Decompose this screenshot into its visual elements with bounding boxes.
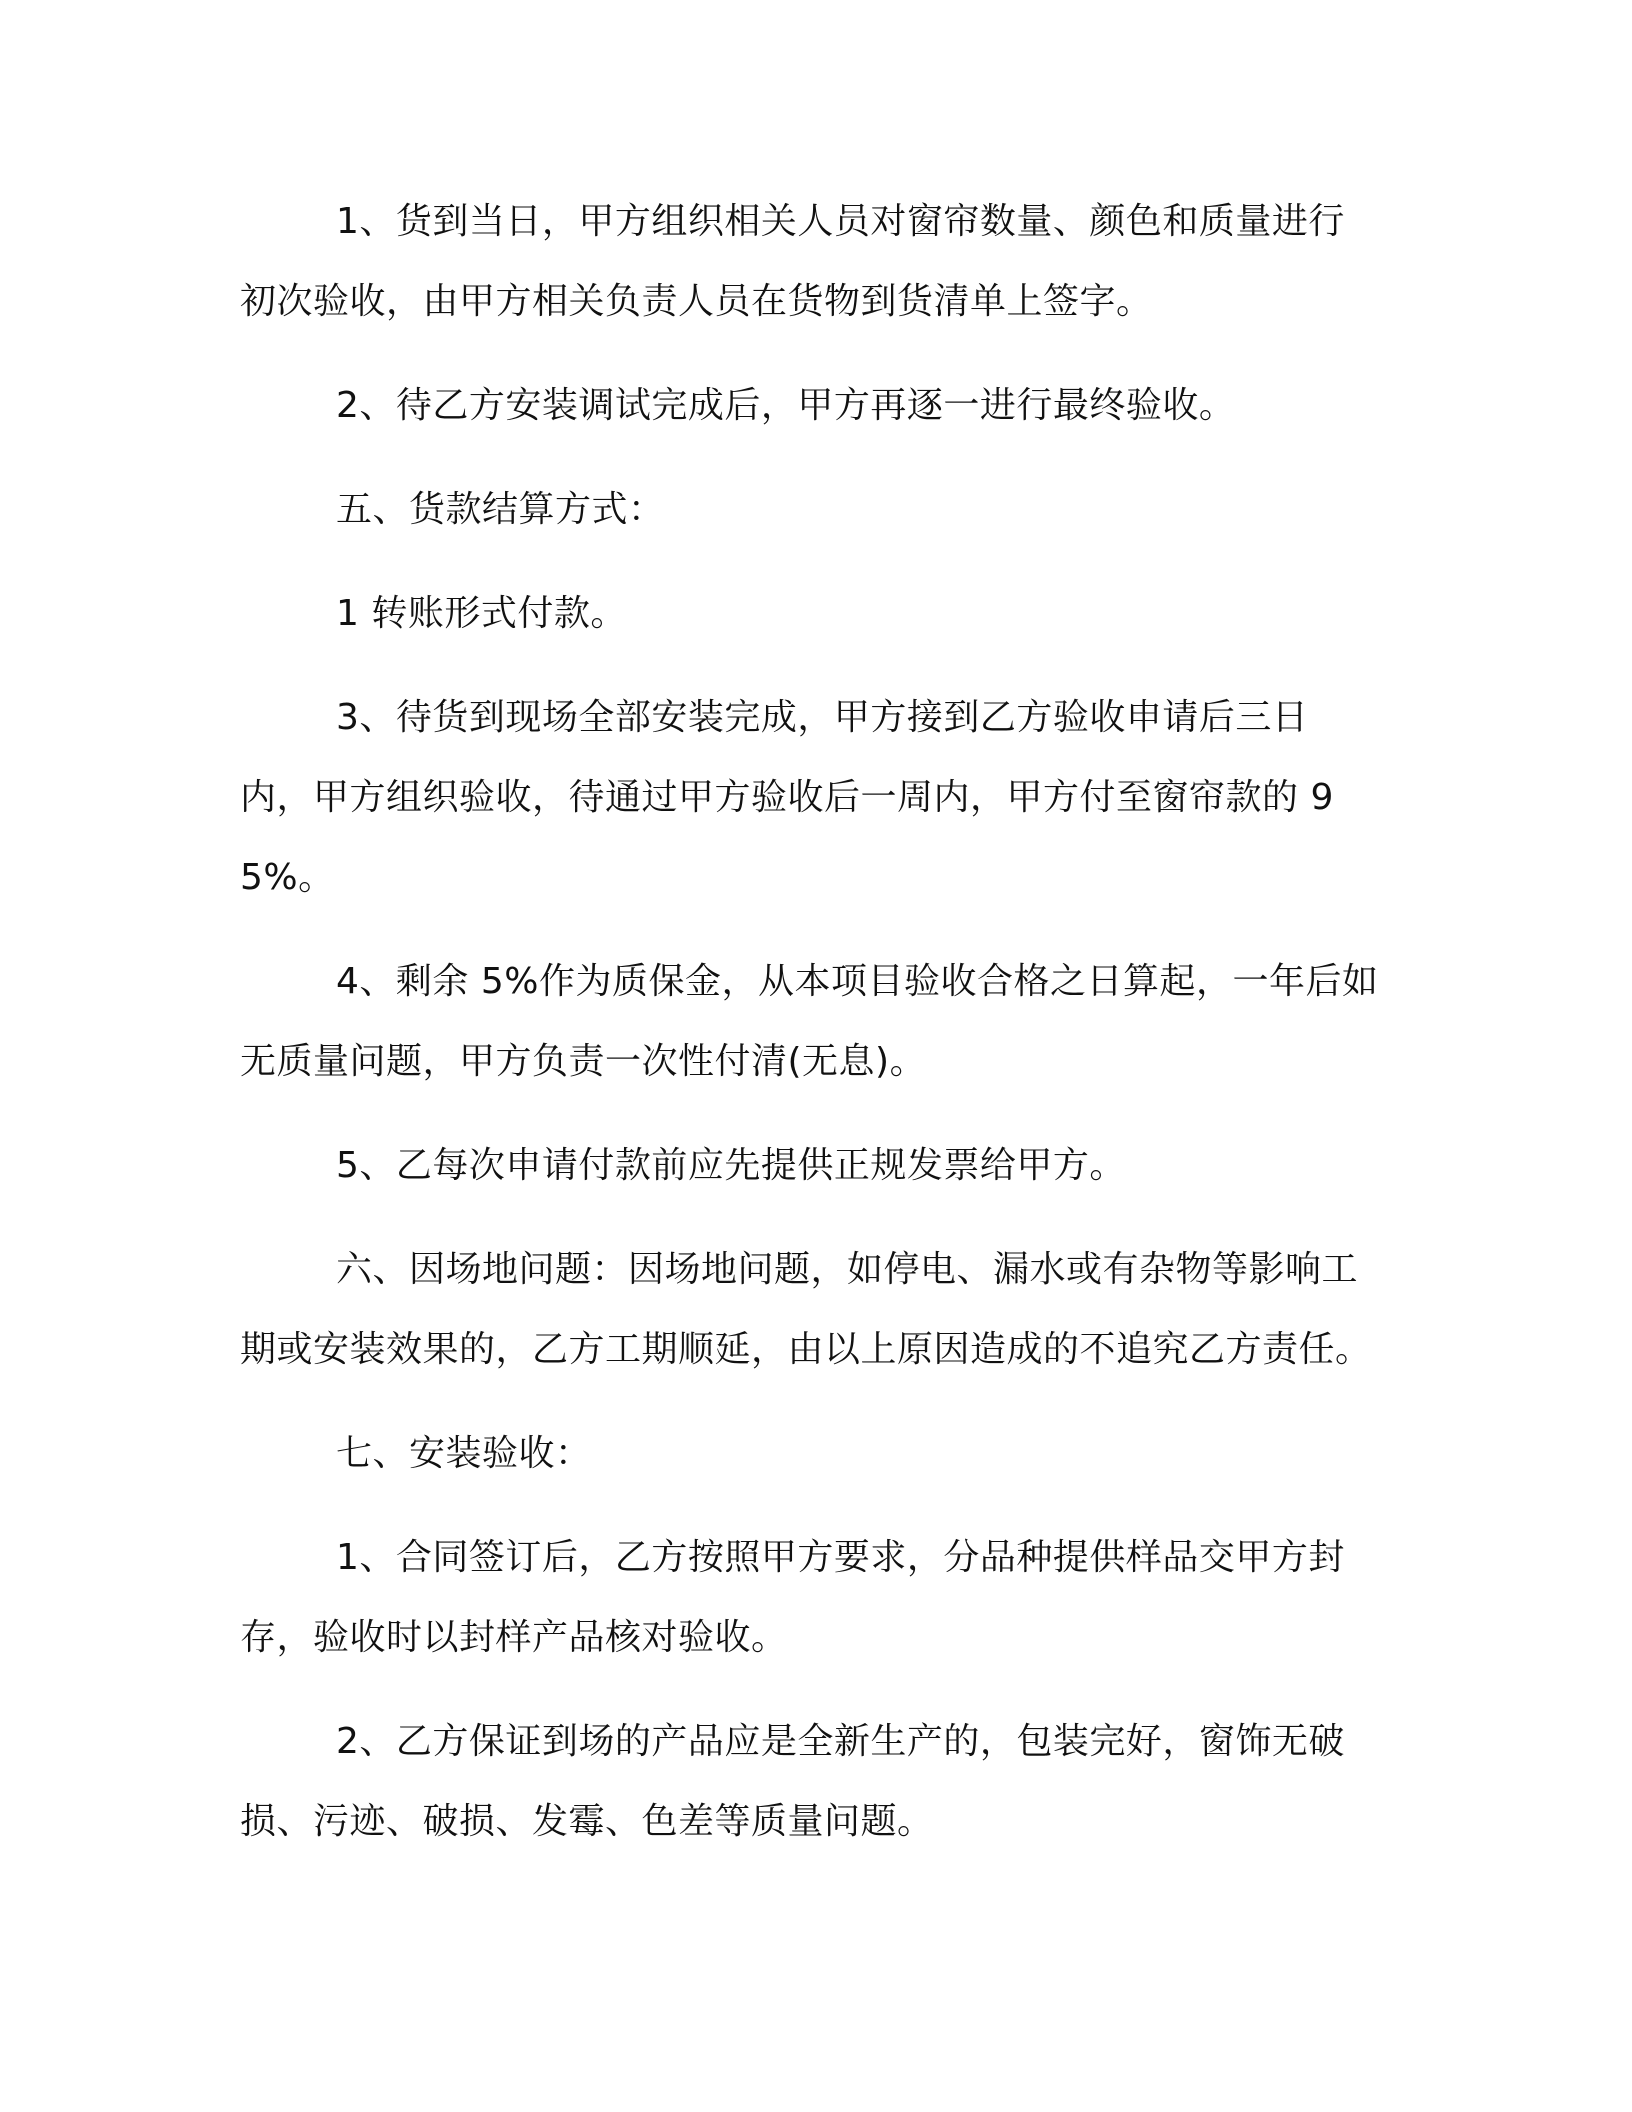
paragraph-acceptance-final: 2、待乙方安装调试完成后，甲方再逐一进行最终验收。 — [336, 385, 1236, 426]
section-heading-payment: 五、货款结算方式： — [336, 489, 665, 530]
document-body — [240, 182, 1380, 1886]
paragraph-invoice: 5、乙每次申请付款前应先提供正规发票给甲方。 — [336, 1145, 1126, 1186]
paragraph-samples: 1、合同签订后，乙方按照甲方要求，分品种提供样品交甲方封存，验收时以封样产品核对验收。 — [240, 1537, 1345, 1658]
paragraph-retention: 4、剩余 5%作为质保金，从本项目验收合格之日算起，一年后如无质量问题，甲方负责一次性付清(无息)。 — [240, 961, 1379, 1082]
paragraph-payment-95: 3、待货到现场全部安装完成，甲方接到乙方验收申请后三日内，甲方组织验收，待通过甲方验收后一周内，甲方付至窗帘款的 95%。 — [240, 697, 1334, 898]
paragraph-payment-method: 1 转账形式付款。 — [336, 593, 627, 634]
paragraph-product-quality: 2、乙方保证到场的产品应是全新生产的，包装完好，窗饰无破损、污迹、破损、发霉、色差等质量问题。 — [240, 1721, 1345, 1842]
section-heading-installation: 七、安装验收： — [336, 1433, 592, 1474]
paragraph-acceptance-initial: 1、货到当日，甲方组织相关人员对窗帘数量、颜色和质量进行初次验收，由甲方相关负责人员在货物到货清单上签字。 — [240, 201, 1345, 322]
section-site-issues: 六、因场地问题：因场地问题，如停电、漏水或有杂物等影响工期或安装效果的，乙方工期顺延，由以上原因造成的不追究乙方责任。 — [240, 1249, 1372, 1370]
